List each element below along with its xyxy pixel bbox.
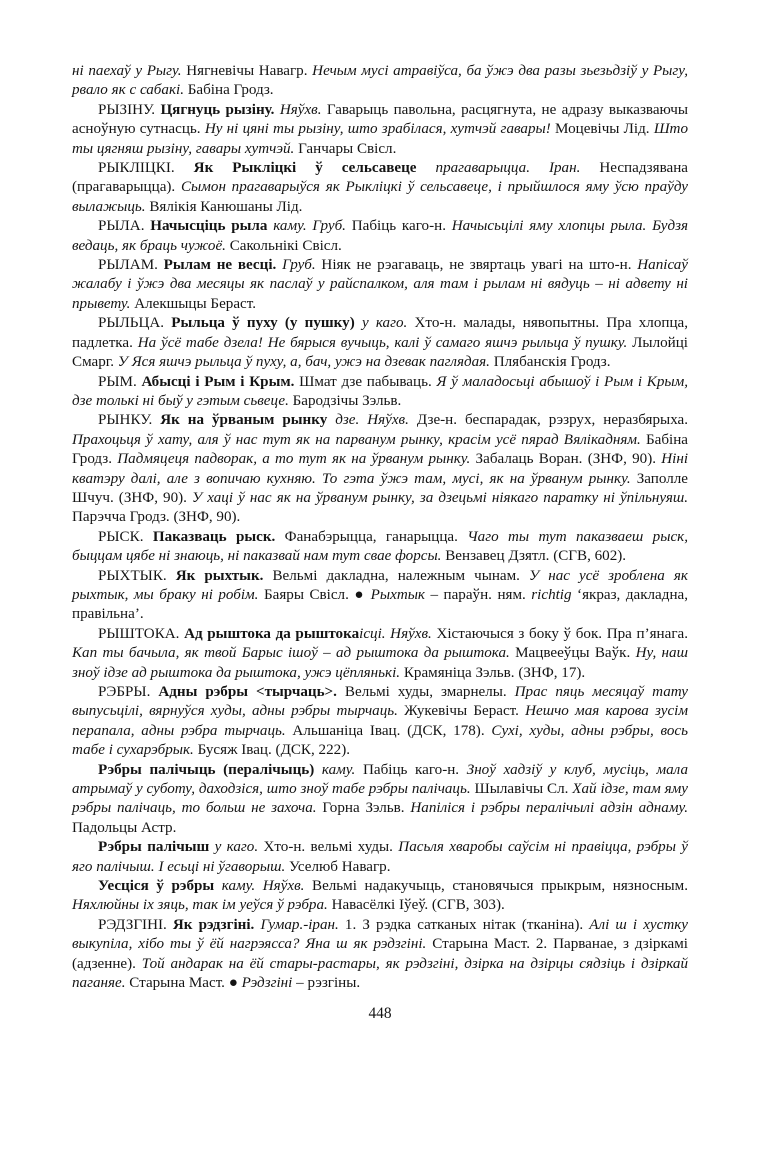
example-or-label: у каго.: [209, 839, 259, 856]
example-or-label: Рэдзгіні: [241, 975, 293, 992]
dictionary-entry: [72, 683, 688, 761]
idiom-headword: Рэбры палічыш: [98, 839, 210, 856]
dictionary-entry: [72, 916, 688, 994]
example-or-label: Нечым мусі атравіўса, ба ўжэ два разы зьезьдзіў у Рыгу, рвало як с сабакі.: [72, 63, 688, 99]
example-or-label: Нешчо мая карова зусім перапала, адны рэбра тырчаць.: [72, 703, 688, 739]
definition-text: РЫХТЫК.: [98, 567, 176, 584]
example-or-label: Прахоцьця ў хату, аля ў нас тут як на парванум рынку, красім усё пярад Вялікадням.: [72, 431, 641, 448]
definition-text: РЫМ.: [98, 373, 142, 390]
idiom-headword: Абысці і Рым і Крым.: [141, 373, 295, 390]
definition-text: Вельмі надакучыць, становячыся прыкрым, нязносным.: [304, 878, 688, 895]
definition-text: Бабіна Гродз.: [72, 431, 688, 468]
example-or-label: Я ў маладосьці абышоў і Рым і Крым, дзе толькі ні быў у гэтым сьвеце.: [72, 373, 688, 409]
example-or-label: Падмяцеця падворак, а то тут як на ўрванум рынку.: [117, 451, 471, 468]
example-or-label: дзе. Няўхв.: [327, 412, 409, 429]
dictionary-entry: [72, 159, 688, 217]
definition-text: Моцевічы Лід.: [550, 121, 654, 138]
example-or-label: Зноў хадзіў у клуб, мусіць, мала атрымаў у суботу, даходзіся, што зноў табе рэбры палічаць.: [72, 761, 688, 798]
example-or-label: Ну ні цяні ты рызіну, што зрабілася, хутчэй гавары!: [204, 121, 551, 138]
example-or-label: Кап ты бачыла, як твой Барыс ішоў – ад рыштока да рыштока.: [72, 645, 510, 662]
dictionary-entry: [72, 877, 688, 916]
definition-text: РЫЛАМ.: [98, 257, 164, 274]
definition-text: Алекшыцы Бераст.: [130, 295, 256, 312]
definition-text: РЫЗІНУ.: [98, 101, 161, 118]
definition-text: РЫКЛІЦКІ.: [98, 160, 194, 177]
idiom-headword: Як рэдзгіні.: [172, 916, 255, 933]
definition-text: Пабіць каго-н.: [355, 761, 467, 778]
definition-text: Хістаючыся з боку ў бок. Пра п’янага.: [431, 625, 688, 642]
example-or-label: Што ты цягняш рызіну, гавары хутчэй.: [72, 121, 689, 157]
page-text-column: [72, 62, 688, 994]
definition-text: Альшаніца Івац. (ДСК, 178).: [285, 722, 492, 739]
definition-text: Дзе-н. беспарадак, рэзрух, неразбярыха.: [408, 412, 689, 429]
definition-text: Заполле Шчуч. (ЗНФ, 90).: [72, 470, 688, 506]
definition-text: Нягневічы Навагр.: [181, 63, 313, 79]
idiom-headword: Уесціся ў рэбры: [98, 878, 215, 895]
example-or-label: Пасьля хваробы саўсім ні правіцца, рэбры ў яго палічыш. І есьці ні ўгаворыш.: [72, 839, 688, 875]
idiom-headword: Паказваць рыск.: [152, 528, 276, 545]
example-or-label: Хай ідзе, там яму рэбры палічаць, то больш не захоча.: [72, 781, 688, 817]
definition-text: РЫШТОКА.: [98, 625, 185, 642]
example-or-label: Сымон прагаварыўся як Рыкліцкі ў сельсавеце, і прыйшлося яму ўсю праўду вылажыць.: [72, 179, 688, 215]
definition-text: – рэзгіны.: [292, 975, 361, 992]
definition-text: Уселюб Навагр.: [285, 858, 391, 875]
definition-text: РЭДЗГІНІ.: [98, 916, 173, 933]
example-or-label: Начысьцілі яму хлопцы рыла. Будзя ведаць, як браць чужоё.: [72, 218, 688, 254]
definition-text: РЭБРЫ.: [98, 684, 159, 700]
dictionary-entry: [72, 217, 688, 256]
dictionary-entry: [72, 256, 688, 314]
definition-text: Забалаць Воран. (ЗНФ, 90).: [470, 451, 662, 468]
example-or-label: у каго.: [354, 315, 408, 332]
example-or-label: Ну, наш зноў ідзе ад рыштока да рыштока, ужэ цёплянькі.: [72, 645, 688, 681]
idiom-headword: Рыльца ў пуху (у пушку): [171, 315, 355, 332]
dictionary-entry: [72, 314, 688, 372]
example-or-label: У нас усё зроблена як рыхтык, мы браку ні робім.: [72, 567, 688, 603]
definition-text: Плябанскія Гродз.: [489, 354, 611, 371]
dictionary-entry: [72, 101, 688, 159]
definition-text: Шмат дзе пабываць.: [294, 373, 437, 390]
definition-text: Лылойці Смарг.: [72, 334, 688, 371]
definition-text: Старына Маст. ●: [125, 975, 242, 992]
idiom-headword: Як рыхтык.: [175, 567, 264, 584]
example-or-label: Гумар.-іран.: [254, 916, 339, 933]
example-or-label: Няхлюйны іх зяць, так ім уеўся ў рэбра.: [72, 897, 328, 914]
example-or-label: ісці. Няўхв.: [359, 625, 432, 642]
example-or-label: У хаці ў нас як на ўрванум рынку, за дзецьмі ніякаго паратку ні ўпільнуяш.: [192, 489, 688, 506]
idiom-headword: Рэбры палічыць (пералічыць): [98, 761, 315, 778]
definition-text: Баяры Свісл. ●: [258, 586, 371, 603]
definition-text: Гаварыць павольна, расцягнута, не адразу выказваючы асноўную сутнасць.: [72, 101, 688, 138]
definition-text: Бабіна Гродз.: [183, 82, 274, 99]
definition-text: Хто-н. малады, нявопытны. Пра хлопца, падлетка.: [72, 315, 689, 351]
definition-text: Жукевічы Бераст.: [397, 703, 526, 720]
example-or-label: Ніні кватэру далі, але з вопичаю кухняю. То гэта ўжэ там, мусі, як на ўрванум рынку.: [72, 451, 689, 487]
example-or-label: У Яся яшчэ рыльца ў пуху, а, бач, ужэ на дзевак паглядая.: [117, 354, 490, 371]
definition-text: Пабіць каго-н.: [345, 218, 452, 235]
definition-text: 1. З рэдка сатканых нітак (тканіна).: [338, 916, 590, 933]
definition-text: РЫНКУ.: [98, 412, 161, 429]
definition-text: Неспадзявана (прагаварыцца).: [72, 160, 688, 196]
example-or-label: На ўсё табе дзела! Не бярыся вучыць, калі ў самаго яшчэ рыльца ў пушку.: [137, 334, 628, 351]
definition-text: Вельмі дакладна, належным чынам.: [263, 567, 529, 584]
idiom-headword: Як Рыкліцкі ў сельсавеце: [193, 160, 417, 177]
dictionary-entry: [72, 528, 688, 567]
definition-text: Шылавічы Сл.: [470, 781, 573, 798]
example-or-label: Груб.: [276, 257, 316, 274]
definition-text: РЫЛА.: [98, 218, 151, 235]
definition-text: РЫСК.: [98, 528, 153, 545]
paragraph-list: [72, 62, 688, 994]
definition-text: Хто-н. вельмі худы.: [258, 839, 399, 856]
definition-text: Вельмі худы, змарнелы.: [336, 684, 515, 700]
definition-text: Крамяніца Зэльв. (ЗНФ, 17).: [400, 664, 586, 681]
idiom-headword: Начысціць рыла: [150, 218, 268, 235]
example-or-label: Рыхтык: [370, 586, 425, 603]
example-or-label: Той андарак на ёй стары-растары, як рэдзгіні, дзірка на дзірцы сядзіць і дзіркай паганяе.: [72, 955, 689, 992]
definition-text: Сакольнікі Свісл.: [225, 237, 342, 254]
definition-text: РЫЛЬЦА.: [98, 315, 172, 332]
idiom-headword: Ад рыштока да рыштока: [184, 625, 360, 642]
example-or-label: Алі ш і хустку выкупіла, хібо ты ў ёй нагрэясса? Яна ш як рэдзгіні.: [72, 916, 688, 953]
example-or-label: каму.: [314, 761, 356, 778]
dictionary-entry: [72, 838, 688, 877]
definition-text: – параўн. ням.: [425, 586, 532, 603]
definition-text: Мацвееўцы Ваўк.: [509, 645, 636, 662]
definition-text: Вялікія Канюшаны Лід.: [145, 198, 303, 215]
definition-text: Вензавец Дзятл. (СГВ, 602).: [441, 548, 627, 565]
dictionary-entry: [72, 62, 688, 101]
definition-text: Фанабэрыцца, ганарыцца.: [275, 528, 468, 545]
definition-text: Ганчары Свісл.: [294, 140, 397, 157]
example-or-label: Няўхв.: [274, 101, 322, 118]
example-or-label: Прас пяць месяцаў тату выпусьцілі, вярнуўся худы, адны рэбры тырчаць.: [72, 684, 688, 720]
idiom-headword: Як на ўрваным рынку: [160, 412, 328, 429]
example-or-label: каму. Няўхв.: [214, 878, 305, 895]
definition-text: Падольцы Астр.: [72, 819, 177, 836]
dictionary-entry: [72, 761, 688, 839]
definition-text: Бусяж Івац. (ДСК, 222).: [193, 742, 350, 759]
definition-text: Старына Маст. 2. Парванае, з дзіркамі (адзенне).: [72, 936, 688, 972]
example-or-label: ні паехаў у Рыгу.: [72, 63, 182, 79]
example-or-label: Напіліся і рэбры пералічылі адзін аднаму.: [410, 800, 688, 817]
page-number: 448: [368, 1005, 392, 1022]
dictionary-entry: [72, 411, 688, 527]
example-or-label: Напісаў жалабу і ўжэ два месяцы як паслаў у райспалком, аля там і рылам ні вядуць – ні адвету ні прывету.: [72, 257, 688, 312]
example-or-label: richtig: [531, 586, 572, 603]
example-or-label: Сухі, худы, адны рэбры, вось табе і сухарэбрык.: [72, 722, 688, 759]
idiom-headword: Рылам не весці.: [163, 257, 277, 274]
idiom-headword: Цягнуць рызіну.: [160, 101, 275, 118]
definition-text: ‘якраз, дакладна, правільна’.: [72, 586, 688, 623]
definition-text: Бародзічы Зэльв.: [288, 392, 402, 409]
example-or-label: прагаварыцца. Іран.: [416, 160, 581, 177]
definition-text: Навасёлкі Іўеў. (СГВ, 303).: [327, 897, 505, 914]
dictionary-entry: [72, 373, 688, 412]
example-or-label: Чаго ты тут паказваеш рыск, быццам цябе ні знаюць, ні паказвай нам тут свае форсы.: [72, 528, 688, 565]
definition-text: Горна Зэльв.: [316, 800, 411, 817]
idiom-headword: Адны рэбры <тырчаць>.: [158, 684, 337, 700]
definition-text: Ніяк не рэагаваць, не звяртаць увагі на што-н.: [315, 257, 638, 274]
example-or-label: каму. Груб.: [267, 218, 346, 235]
dictionary-entry: [72, 625, 688, 683]
dictionary-entry: [72, 567, 688, 625]
definition-text: Парэчча Гродз. (ЗНФ, 90).: [72, 509, 241, 526]
